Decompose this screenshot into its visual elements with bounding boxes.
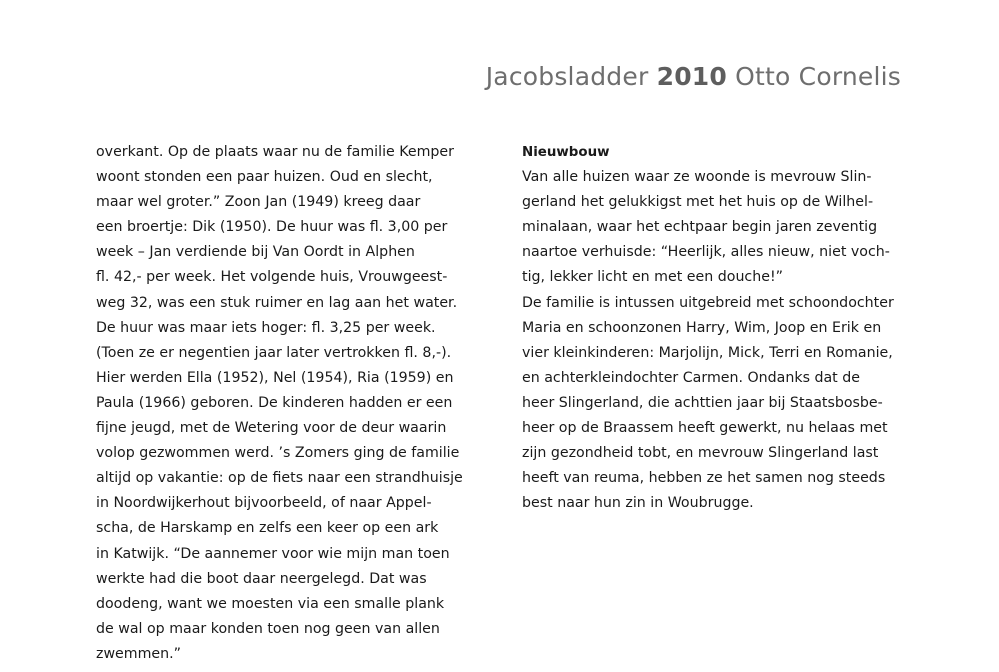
- text-line: Van alle huizen waar ze woonde is mevrouw Slin-: [522, 169, 872, 186]
- text-line: zwemmen.”: [96, 645, 182, 662]
- header-title: Jacobsladder: [485, 62, 649, 91]
- text-line: Paula (1966) geboren. De kinderen hadden er een: [96, 394, 453, 411]
- left-text-column: [96, 140, 476, 667]
- text-line: altijd op vakantie: op de fiets naar een strandhuisje: [96, 470, 463, 487]
- text-line: werkte had die boot daar neergelegd. Dat was: [96, 570, 427, 587]
- text-line: heer op de Braassem heeft gewerkt, nu helaas met: [522, 420, 888, 437]
- text-line: en achterkleindochter Carmen. Ondanks dat de: [522, 369, 860, 386]
- text-line: (Toen ze er negentien jaar later vertrokken fl. 8,-).: [96, 344, 452, 361]
- text-line: maar wel groter.” Zoon Jan (1949) kreeg daar: [96, 194, 421, 211]
- text-line: De familie is intussen uitgebreid met schoondochter: [522, 294, 894, 311]
- text-line: gerland het gelukkigst met het huis op de Wilhel-: [522, 194, 874, 211]
- text-line: volop gezwommen werd. ’s Zomers ging de familie: [96, 445, 460, 462]
- text-line: De huur was maar iets hoger: fl. 3,25 per week.: [96, 319, 436, 336]
- text-line: Hier werden Ella (1952), Nel (1954), Ria (1959) en: [96, 369, 454, 386]
- text-line: een broertje: Dik (1950). De huur was fl. 3,00 per: [96, 219, 448, 236]
- header-year: 2010: [656, 62, 727, 91]
- text-line: woont stonden een paar huizen. Oud en slecht,: [96, 169, 433, 186]
- text-line: zijn gezondheid tobt, en mevrouw Slingerland last: [522, 445, 879, 462]
- text-line: heer Slingerland, die achttien jaar bij Staatsbosbe-: [522, 394, 883, 411]
- text-line: fijne jeugd, met de Wetering voor de deur waarin: [96, 420, 447, 437]
- text-line: vier kleinkinderen: Marjolijn, Mick, Terri en Romanie,: [522, 344, 893, 361]
- text-line: doodeng, want we moesten via een smalle plank: [96, 595, 445, 612]
- text-line: tig, lekker licht en met een douche!”: [522, 269, 783, 286]
- header-author: Otto Cornelis: [735, 62, 901, 91]
- text-line: scha, de Harskamp en zelfs een keer op een ark: [96, 520, 439, 537]
- text-line: best naar hun zin in Woubrugge.: [522, 495, 754, 512]
- text-line: week – Jan verdiende bij Van Oordt in Alphen: [96, 244, 415, 261]
- text-line: fl. 42,- per week. Het volgende huis, Vrouwgeest-: [96, 269, 448, 286]
- text-line: minalaan, waar het echtpaar begin jaren zeventig: [522, 219, 878, 236]
- text-line: in Katwijk. “De aannemer voor wie mijn man toen: [96, 545, 450, 562]
- text-line: de wal op maar konden toen nog geen van allen: [96, 620, 440, 637]
- text-line: in Noordwijkerhout bijvoorbeeld, of naar Appel-: [96, 495, 432, 512]
- section-heading: Nieuwbouw: [522, 145, 610, 160]
- text-line: weg 32, was een stuk ruimer en lag aan het water.: [96, 294, 458, 311]
- page-header: [486, 62, 901, 91]
- right-text-column: [522, 140, 907, 516]
- text-line: naartoe verhuisde: “Heerlijk, alles nieuw, niet voch-: [522, 244, 890, 261]
- text-line: heeft van reuma, hebben ze het samen nog steeds: [522, 470, 886, 487]
- text-line: overkant. Op de plaats waar nu de familie Kemper: [96, 144, 454, 160]
- text-line: Maria en schoonzonen Harry, Wim, Joop en Erik en: [522, 319, 882, 336]
